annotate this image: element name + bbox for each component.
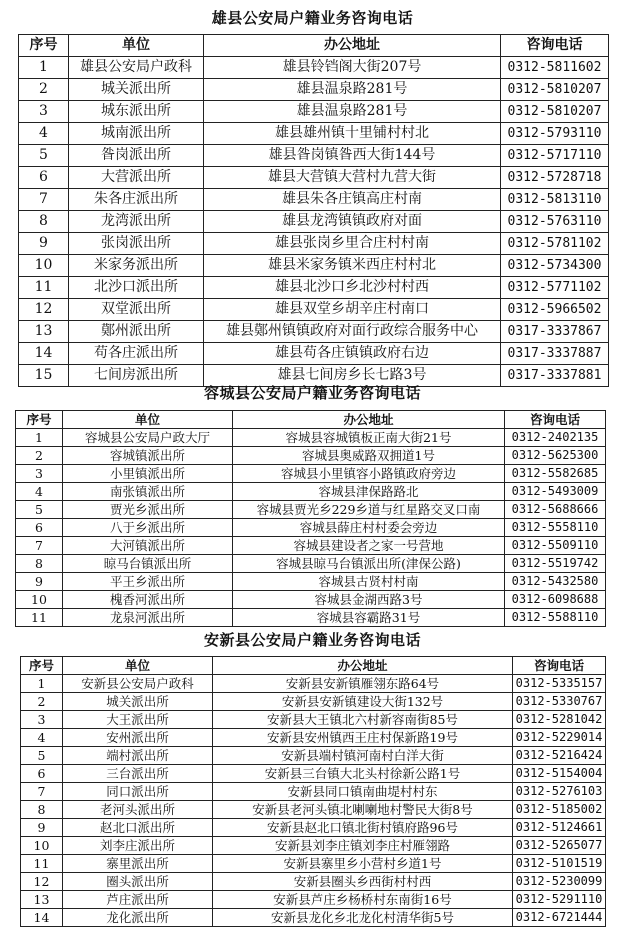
row-number-cell: 4 [21,729,63,747]
table-row [19,79,609,101]
table-row [21,873,606,891]
row-number-cell: 11 [16,609,63,627]
address-cell: 容城县小里镇容小路镇政府旁边 [233,465,505,483]
phone-cell: 0312-5265077 [513,837,606,855]
table-row [16,447,606,465]
phone-cell: 0312-5330767 [513,693,606,711]
table-row [21,819,606,837]
phone-cell: 0312-5432580 [505,573,606,591]
unit-cell: 端村派出所 [63,747,213,765]
phone-cell: 0312-5763110 [501,211,609,233]
unit-cell: 城东派出所 [69,101,204,123]
phone-cell: 0312-5966502 [501,299,609,321]
table-row [19,145,609,167]
phone-cell: 0312-5625300 [505,447,606,465]
row-number-cell: 2 [16,447,63,465]
unit-cell: 龙湾派出所 [69,211,204,233]
header-phone: 咨询电话 [501,35,609,57]
address-cell: 雄县双堂乡胡辛庄村南口 [204,299,501,321]
rongcheng-table [15,410,606,627]
unit-cell: 大河镇派出所 [63,537,233,555]
table-row [21,837,606,855]
unit-cell: 八于乡派出所 [63,519,233,537]
anxin-rows [21,675,606,927]
phone-cell: 0317-3337867 [501,321,609,343]
header-no: 序号 [21,657,63,675]
phone-cell: 0312-6098688 [505,591,606,609]
unit-cell: 晾马台镇派出所 [63,555,233,573]
unit-cell: 昝岗派出所 [69,145,204,167]
address-cell: 雄县昝岗镇昝西大街144号 [204,145,501,167]
row-number-cell: 6 [19,167,69,189]
address-cell: 安新县大王镇北六村新容南街85号 [213,711,513,729]
unit-cell: 赵北口派出所 [63,819,213,837]
address-cell: 容城县晾马台镇派出所(津保公路) [233,555,505,573]
row-number-cell: 1 [21,675,63,693]
unit-cell: 南张镇派出所 [63,483,233,501]
table-row [16,555,606,573]
unit-cell: 圈头派出所 [63,873,213,891]
address-cell: 雄县鄚州镇镇政府对面行政综合服务中心 [204,321,501,343]
phone-cell: 0312-5582685 [505,465,606,483]
unit-cell: 容城县公安局户政大厅 [63,429,233,447]
header-unit: 单位 [63,411,233,429]
address-cell: 安新县赵北口镇北街村镇府路96号 [213,819,513,837]
table-header-row [21,657,606,675]
table-row [19,277,609,299]
row-number-cell: 4 [16,483,63,501]
row-number-cell: 3 [16,465,63,483]
address-cell: 安新县安州镇西王庄村保新路19号 [213,729,513,747]
row-number-cell: 7 [21,783,63,801]
xiong-title: 雄县公安局户籍业务咨询电话 [211,9,414,27]
row-number-cell: 10 [21,837,63,855]
unit-cell: 贾光乡派出所 [63,501,233,519]
phone-cell: 0312-5688666 [505,501,606,519]
table-row [19,101,609,123]
row-number-cell: 11 [19,277,69,299]
phone-cell: 0312-5810207 [501,101,609,123]
table-row [19,299,609,321]
unit-cell: 双堂派出所 [69,299,204,321]
header-address: 办公地址 [233,411,505,429]
table-row [21,675,606,693]
address-cell: 安新县刘李庄镇刘李庄村雁翎路 [213,837,513,855]
unit-cell: 张岗派出所 [69,233,204,255]
rongcheng-title: 容城县公安局户籍业务咨询电话 [203,384,421,402]
header-address: 办公地址 [204,35,501,57]
unit-cell: 米家务派出所 [69,255,204,277]
address-cell: 雄县朱各庄镇高庄村南 [204,189,501,211]
table-row [21,909,606,927]
unit-cell: 城南派出所 [69,123,204,145]
address-cell: 容城县容城镇板正南大街21号 [233,429,505,447]
unit-cell: 老河头派出所 [63,801,213,819]
row-number-cell: 1 [16,429,63,447]
header-address: 办公地址 [213,657,513,675]
xiong-table [18,34,609,387]
unit-cell: 寨里派出所 [63,855,213,873]
row-number-cell: 7 [19,189,69,211]
table-row [19,189,609,211]
unit-cell: 城关派出所 [63,693,213,711]
address-cell: 安新县安新镇建设大街132号 [213,693,513,711]
row-number-cell: 9 [16,573,63,591]
table-header-row [16,411,606,429]
phone-cell: 0312-5493009 [505,483,606,501]
table-row [16,573,606,591]
address-cell: 容城县建设者之家一号营地 [233,537,505,555]
table-row [16,429,606,447]
unit-cell: 雄县公安局户政科 [69,57,204,79]
table-row [19,233,609,255]
unit-cell: 龙化派出所 [63,909,213,927]
table-row [21,711,606,729]
address-cell: 雄县七间房乡长七路3号 [204,365,501,387]
unit-cell: 小里镇派出所 [63,465,233,483]
phone-cell: 0312-5588110 [505,609,606,627]
table-row [16,465,606,483]
header-unit: 单位 [69,35,204,57]
table-row [19,123,609,145]
table-row [19,167,609,189]
table-row [21,855,606,873]
unit-cell: 三台派出所 [63,765,213,783]
unit-cell: 槐香河派出所 [63,591,233,609]
row-number-cell: 9 [21,819,63,837]
table-row [19,321,609,343]
address-cell: 安新县寨里乡小营村乡道1号 [213,855,513,873]
unit-cell: 朱各庄派出所 [69,189,204,211]
unit-cell: 安新县公安局户政科 [63,675,213,693]
phone-cell: 0312-5771102 [501,277,609,299]
phone-cell: 0312-5781102 [501,233,609,255]
unit-cell: 城关派出所 [69,79,204,101]
address-cell: 容城县津保路路北 [233,483,505,501]
row-number-cell: 5 [16,501,63,519]
table-row [16,483,606,501]
phone-cell: 0312-5281042 [513,711,606,729]
phone-cell: 0312-5734300 [501,255,609,277]
address-cell: 安新县龙化乡北龙化村清华街5号 [213,909,513,927]
row-number-cell: 3 [19,101,69,123]
address-cell: 雄县温泉路281号 [204,101,501,123]
table-row [16,591,606,609]
phone-cell: 0312-5229014 [513,729,606,747]
phone-cell: 0312-5276103 [513,783,606,801]
phone-cell: 0312-5335157 [513,675,606,693]
table-row [16,519,606,537]
address-cell: 安新县安新镇雁翎东路64号 [213,675,513,693]
phone-cell: 0312-5811602 [501,57,609,79]
address-cell: 雄县米家务镇米西庄村村北 [204,255,501,277]
address-cell: 安新县圈头乡西街村村西 [213,873,513,891]
phone-cell: 0312-5101519 [513,855,606,873]
row-number-cell: 12 [21,873,63,891]
unit-cell: 鄚州派出所 [69,321,204,343]
row-number-cell: 2 [19,79,69,101]
row-number-cell: 13 [19,321,69,343]
row-number-cell: 1 [19,57,69,79]
phone-cell: 0312-5230099 [513,873,606,891]
unit-cell: 大王派出所 [63,711,213,729]
row-number-cell: 12 [19,299,69,321]
row-number-cell: 5 [19,145,69,167]
row-number-cell: 4 [19,123,69,145]
table-row [19,343,609,365]
phone-cell: 0312-6721444 [513,909,606,927]
table-row [21,693,606,711]
phone-cell: 0312-5519742 [505,555,606,573]
address-cell: 雄县大营镇大营村九营大街 [204,167,501,189]
address-cell: 容城县金湖西路3号 [233,591,505,609]
phone-cell: 0317-3337881 [501,365,609,387]
row-number-cell: 5 [21,747,63,765]
address-cell: 雄县雄州镇十里铺村村北 [204,123,501,145]
row-number-cell: 2 [21,693,63,711]
phone-cell: 0312-5185002 [513,801,606,819]
unit-cell: 刘李庄派出所 [63,837,213,855]
address-cell: 安新县端村镇河南村白洋大街 [213,747,513,765]
row-number-cell: 6 [16,519,63,537]
address-cell: 容城县贾光乡229乡道与红星路交叉口南 [233,501,505,519]
table-row [19,57,609,79]
unit-cell: 安州派出所 [63,729,213,747]
table-header-row [19,35,609,57]
table-row [21,783,606,801]
table-row [21,801,606,819]
row-number-cell: 13 [21,891,63,909]
table-row [21,729,606,747]
unit-cell: 平王乡派出所 [63,573,233,591]
header-unit: 单位 [63,657,213,675]
address-cell: 容城县古贤村村南 [233,573,505,591]
row-number-cell: 14 [19,343,69,365]
phone-cell: 0312-5728718 [501,167,609,189]
row-number-cell: 14 [21,909,63,927]
table-row [19,255,609,277]
address-cell: 容城县奥威路双拥道1号 [233,447,505,465]
unit-cell: 苟各庄派出所 [69,343,204,365]
table-row [16,609,606,627]
row-number-cell: 15 [19,365,69,387]
table-row [21,747,606,765]
phone-cell: 0312-5154004 [513,765,606,783]
table-row [19,211,609,233]
row-number-cell: 3 [21,711,63,729]
unit-cell: 龙泉河派出所 [63,609,233,627]
phone-cell: 0312-5509110 [505,537,606,555]
address-cell: 雄县温泉路281号 [204,79,501,101]
phone-cell: 0312-5291110 [513,891,606,909]
phone-cell: 0317-3337887 [501,343,609,365]
xiong-rows [19,57,609,387]
anxin-table [20,656,606,927]
row-number-cell: 6 [21,765,63,783]
phone-cell: 0312-5717110 [501,145,609,167]
address-cell: 安新县同口镇南曲堤村村东 [213,783,513,801]
phone-cell: 0312-5124661 [513,819,606,837]
row-number-cell: 8 [21,801,63,819]
phone-cell: 0312-5558110 [505,519,606,537]
unit-cell: 北沙口派出所 [69,277,204,299]
address-cell: 容城县薛庄村村委会旁边 [233,519,505,537]
phone-cell: 0312-5813110 [501,189,609,211]
address-cell: 容城县容霸路31号 [233,609,505,627]
row-number-cell: 10 [16,591,63,609]
header-phone: 咨询电话 [505,411,606,429]
row-number-cell: 8 [19,211,69,233]
rongcheng-rows [16,429,606,627]
address-cell: 雄县铃铛阁大街207号 [204,57,501,79]
address-cell: 雄县北沙口乡北沙村村西 [204,277,501,299]
address-cell: 雄县张岗乡里合庄村村南 [204,233,501,255]
phone-cell: 0312-5216424 [513,747,606,765]
unit-cell: 容城镇派出所 [63,447,233,465]
header-no: 序号 [16,411,63,429]
unit-cell: 同口派出所 [63,783,213,801]
anxin-title: 安新县公安局户籍业务咨询电话 [203,631,421,649]
address-cell: 安新县三台镇大北头村徐新公路1号 [213,765,513,783]
header-no: 序号 [19,35,69,57]
phone-cell: 0312-2402135 [505,429,606,447]
row-number-cell: 8 [16,555,63,573]
row-number-cell: 10 [19,255,69,277]
header-phone: 咨询电话 [513,657,606,675]
phone-cell: 0312-5793110 [501,123,609,145]
address-cell: 雄县龙湾镇镇政府对面 [204,211,501,233]
row-number-cell: 9 [19,233,69,255]
address-cell: 雄县苟各庄镇镇政府右边 [204,343,501,365]
table-row [21,891,606,909]
table-row [16,537,606,555]
table-row [21,765,606,783]
unit-cell: 七间房派出所 [69,365,204,387]
row-number-cell: 7 [16,537,63,555]
row-number-cell: 11 [21,855,63,873]
phone-cell: 0312-5810207 [501,79,609,101]
unit-cell: 芦庄派出所 [63,891,213,909]
address-cell: 安新县芦庄乡杨桥村东南街16号 [213,891,513,909]
address-cell: 安新县老河头镇北喇喇地村警民大街8号 [213,801,513,819]
table-row [16,501,606,519]
unit-cell: 大营派出所 [69,167,204,189]
